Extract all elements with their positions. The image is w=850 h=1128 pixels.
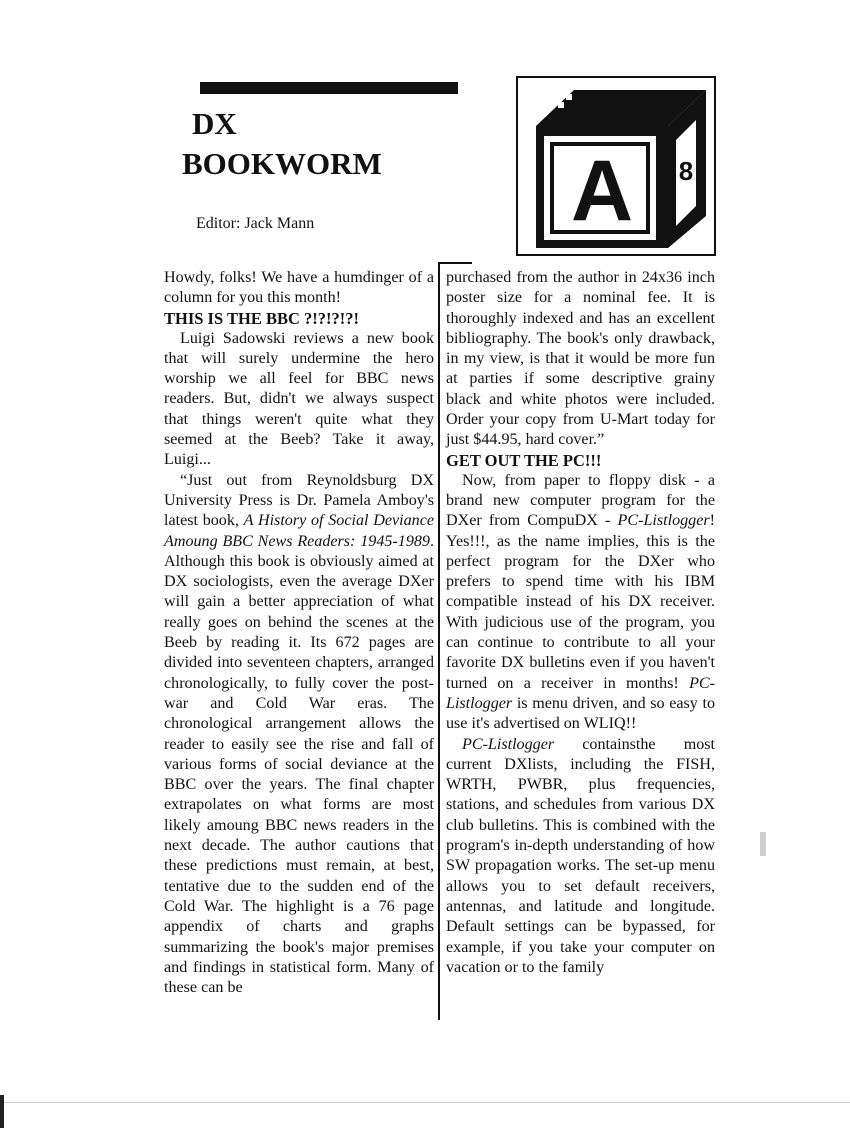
bbc-paragraph-continued: purchased from the author in 24x36 inch poster size for a nominal fee. It is thoroughly indexed and has an excellent bibliography. The book's only drawback, in my view, is that it would be more fun at parties if some descriptive grainy black and white photos were included. Order your copy from U-Mart today for just $44.95, hard cover.” [446, 269, 715, 449]
title-line-1: DX [192, 106, 237, 141]
bbc-paragraph-2-start: “Just out from Reynoldsburg DX University Press is Dr. Pamela Amboy's latest book, [164, 471, 434, 530]
book-title: A History of Social Deviance Amoung BBC News Readers: 1945-1989 [164, 512, 434, 550]
program-name-3: PC-Listlogger [462, 735, 555, 753]
pc-paragraph-1 [446, 471, 715, 735]
left-column [164, 268, 434, 998]
pc-paragraph-2-text: containsthe most current DXlists, including the FISH, WRTH, PWBR, plus frequencies, stations, and schedules from various DX club bulletins. This is combined with the program's in-depth understanding of how SW propagation works. The set-up menu allows you to set default receivers, antennas, and latitude and longitude. Default settings can be bypassed, for example, if you take your computer on vacation or to the family [446, 735, 715, 976]
pc-paragraph-1-start: Now, from paper to floppy disk - a brand new computer program for the DXer from CompuDX - [446, 471, 715, 530]
bbc-paragraph-1: Luigi Sadowski reviews a new book that will surely undermine the hero worship we all feel for BBC news readers. But, didn't we always suspect that things weren't quite what they seemed at the Beeb? Take it away, Luigi... [164, 329, 434, 469]
header-rule [200, 82, 458, 94]
pc-paragraph-1-mid: ! Yes!!!, as the name implies, this is the perfect program for the DXer who prefers to spend time with his IBM compatible instead of his DX receiver. With judicious use of the program, you can continue to contribute to all your favorite DX bulletins even if you haven't turned on a receiver in months! [446, 512, 715, 692]
alphabet-block-icon [516, 76, 716, 256]
block-side-letter: 8 [678, 156, 694, 186]
scan-edge-mark [0, 1095, 4, 1128]
bbc-paragraph-2-end: . Although this book is obviously aimed at DX sociologists, even the average DXer will gain a better appreciation of what really goes on behind the scenes at the Beeb by reading it. Its 672 pages are divided into seventeen chapters, arranged chronologically, to fully cover the post-war and Cold War eras. The chronological arrangement allows the reader to easily see the rise and fall of various forms of social deviance at the BBC over the years. The final chapter extrapolates on what forms are most likely amoung BBC news readers in the next decade. The author cautions that these predictions must remain, at best, tentative due to the sudden end of the Cold War. The highlight is a 76 page appendix of charts and graphs summarizing the book's major premises and findings in statistical form. Many of these can be [164, 532, 434, 997]
right-column [446, 268, 715, 978]
column-title [182, 104, 382, 184]
page-bottom-edge [0, 1102, 850, 1103]
column-divider [438, 262, 440, 1020]
pc-paragraph-1-end: is menu driven, and so easy to use it's advertised on WLIQ!! [446, 694, 715, 733]
section-heading-bbc: THIS IS THE BBC ?!?!?!?! [164, 308, 359, 328]
block-front-letter: A [570, 143, 634, 239]
editor-credit: Editor: Jack Mann [196, 215, 315, 232]
section-heading-pc: GET OUT THE PC!!! [446, 450, 602, 470]
title-line-2: BOOKWORM [182, 146, 382, 181]
bbc-paragraph-2 [164, 471, 434, 999]
program-name-2: PC-Listlogger [446, 674, 715, 712]
pc-paragraph-2 [446, 735, 715, 979]
scan-artifact [760, 832, 766, 856]
program-name: PC-Listlogger [617, 512, 710, 530]
column-top-rule [438, 262, 472, 264]
intro-paragraph: Howdy, folks! We have a humdinger of a column for you this month! [164, 269, 434, 307]
